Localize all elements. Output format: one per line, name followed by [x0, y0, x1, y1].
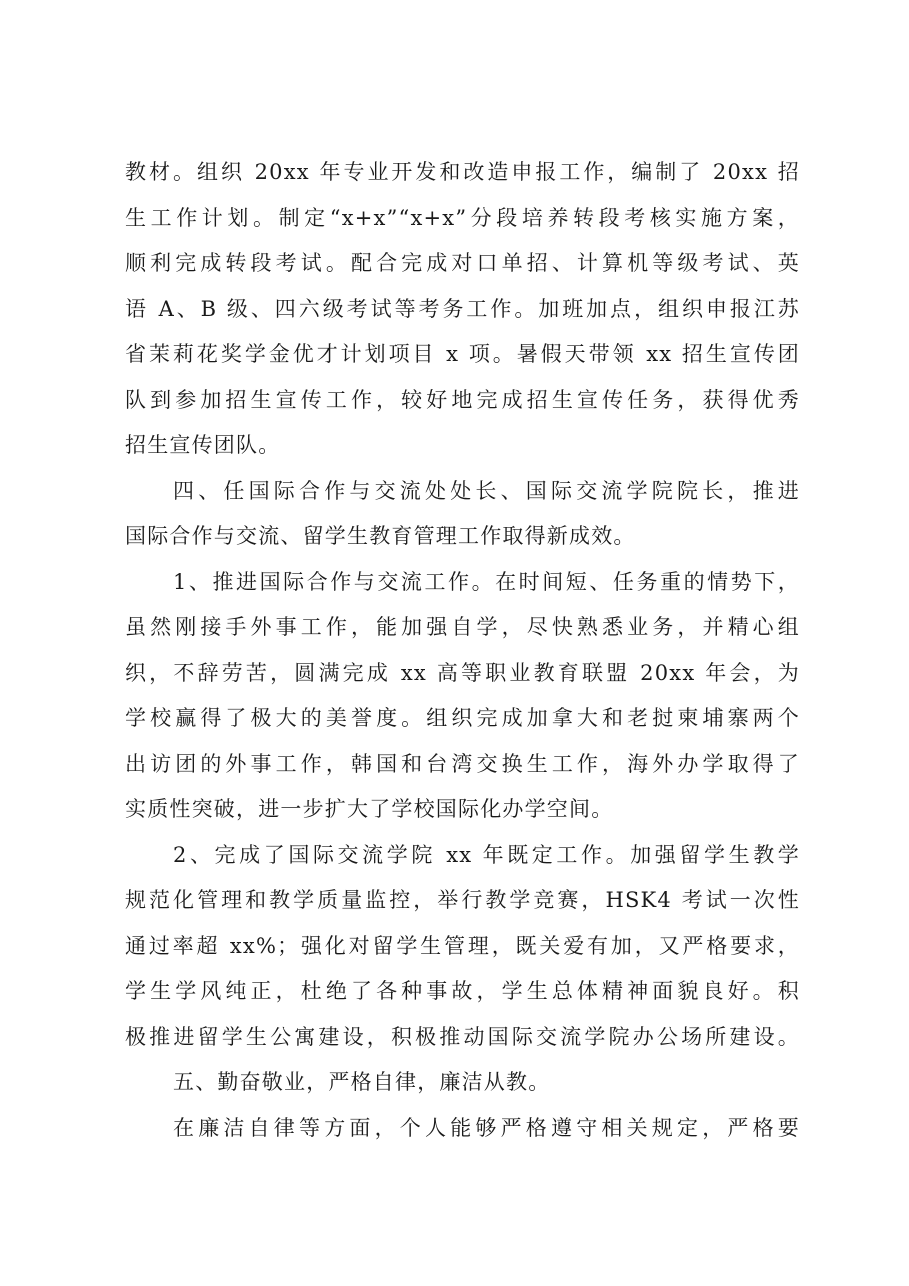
document-body	[125, 150, 800, 1151]
text-line: 通过率超 xx%；强化对留学生管理，既关爱有加，又严格要求，	[125, 933, 800, 958]
text-line: 招生宣传团队。	[125, 433, 281, 457]
text-line: 生工作计划。制定“x+x”“x+x”分段培养转段考核实施方案，	[125, 205, 800, 230]
text-line: 1、推进国际合作与交流工作。在时间短、任务重的情势下，	[173, 569, 800, 594]
text-line: 顺利完成转段考试。配合完成对口单招、计算机等级考试、英	[125, 251, 800, 275]
text-line: 虽然刚接手外事工作，能加强自学，尽快熟悉业务，并精心组	[125, 615, 800, 639]
text-line: 织，不辞劳苦，圆满完成 xx 高等职业教育联盟 20xx 年会，为	[125, 660, 800, 685]
text-line: 队到参加招生宣传工作，较好地完成招生宣传任务，获得优秀	[125, 387, 800, 412]
text-line: 实质性突破，进一步扩大了学校国际化办学空间。	[125, 797, 614, 821]
text-line: 学生学风纯正，杜绝了各种事故，学生总体精神面貌良好。积	[125, 979, 800, 1003]
text-line: 五、勤奋敬业，严格自律，廉洁从教。	[173, 1070, 551, 1094]
text-line: 教材。组织 20xx 年专业开发和改造申报工作，编制了 20xx 招	[125, 160, 800, 184]
text-line: 语 A、B 级、四六级考试等考务工作。加班加点，组织申报江苏	[125, 296, 800, 321]
text-line: 在廉洁自律等方面，个人能够严格遵守相关规定，严格要	[173, 1115, 800, 1140]
text-line: 出访团的外事工作，韩国和台湾交换生工作，海外办学取得了	[125, 751, 800, 776]
text-line: 四、任国际合作与交流处处长、国际交流学院院长，推进	[173, 478, 800, 503]
text-line: 2、完成了国际交流学院 xx 年既定工作。加强留学生教学	[173, 842, 800, 867]
text-line: 规范化管理和教学质量监控，举行教学竞赛，HSK4 考试一次性	[125, 888, 800, 912]
text-line: 省茉莉花奖学金优才计划项目 x 项。暑假天带领 xx 招生宣传团	[125, 342, 800, 366]
text-line: 极推进留学生公寓建设，积极推动国际交流学院办公场所建设。	[125, 1024, 800, 1049]
text-line: 学校赢得了极大的美誉度。组织完成加拿大和老挝柬埔寨两个	[125, 706, 800, 730]
text-line: 国际合作与交流、留学生教育管理工作取得新成效。	[125, 524, 636, 548]
